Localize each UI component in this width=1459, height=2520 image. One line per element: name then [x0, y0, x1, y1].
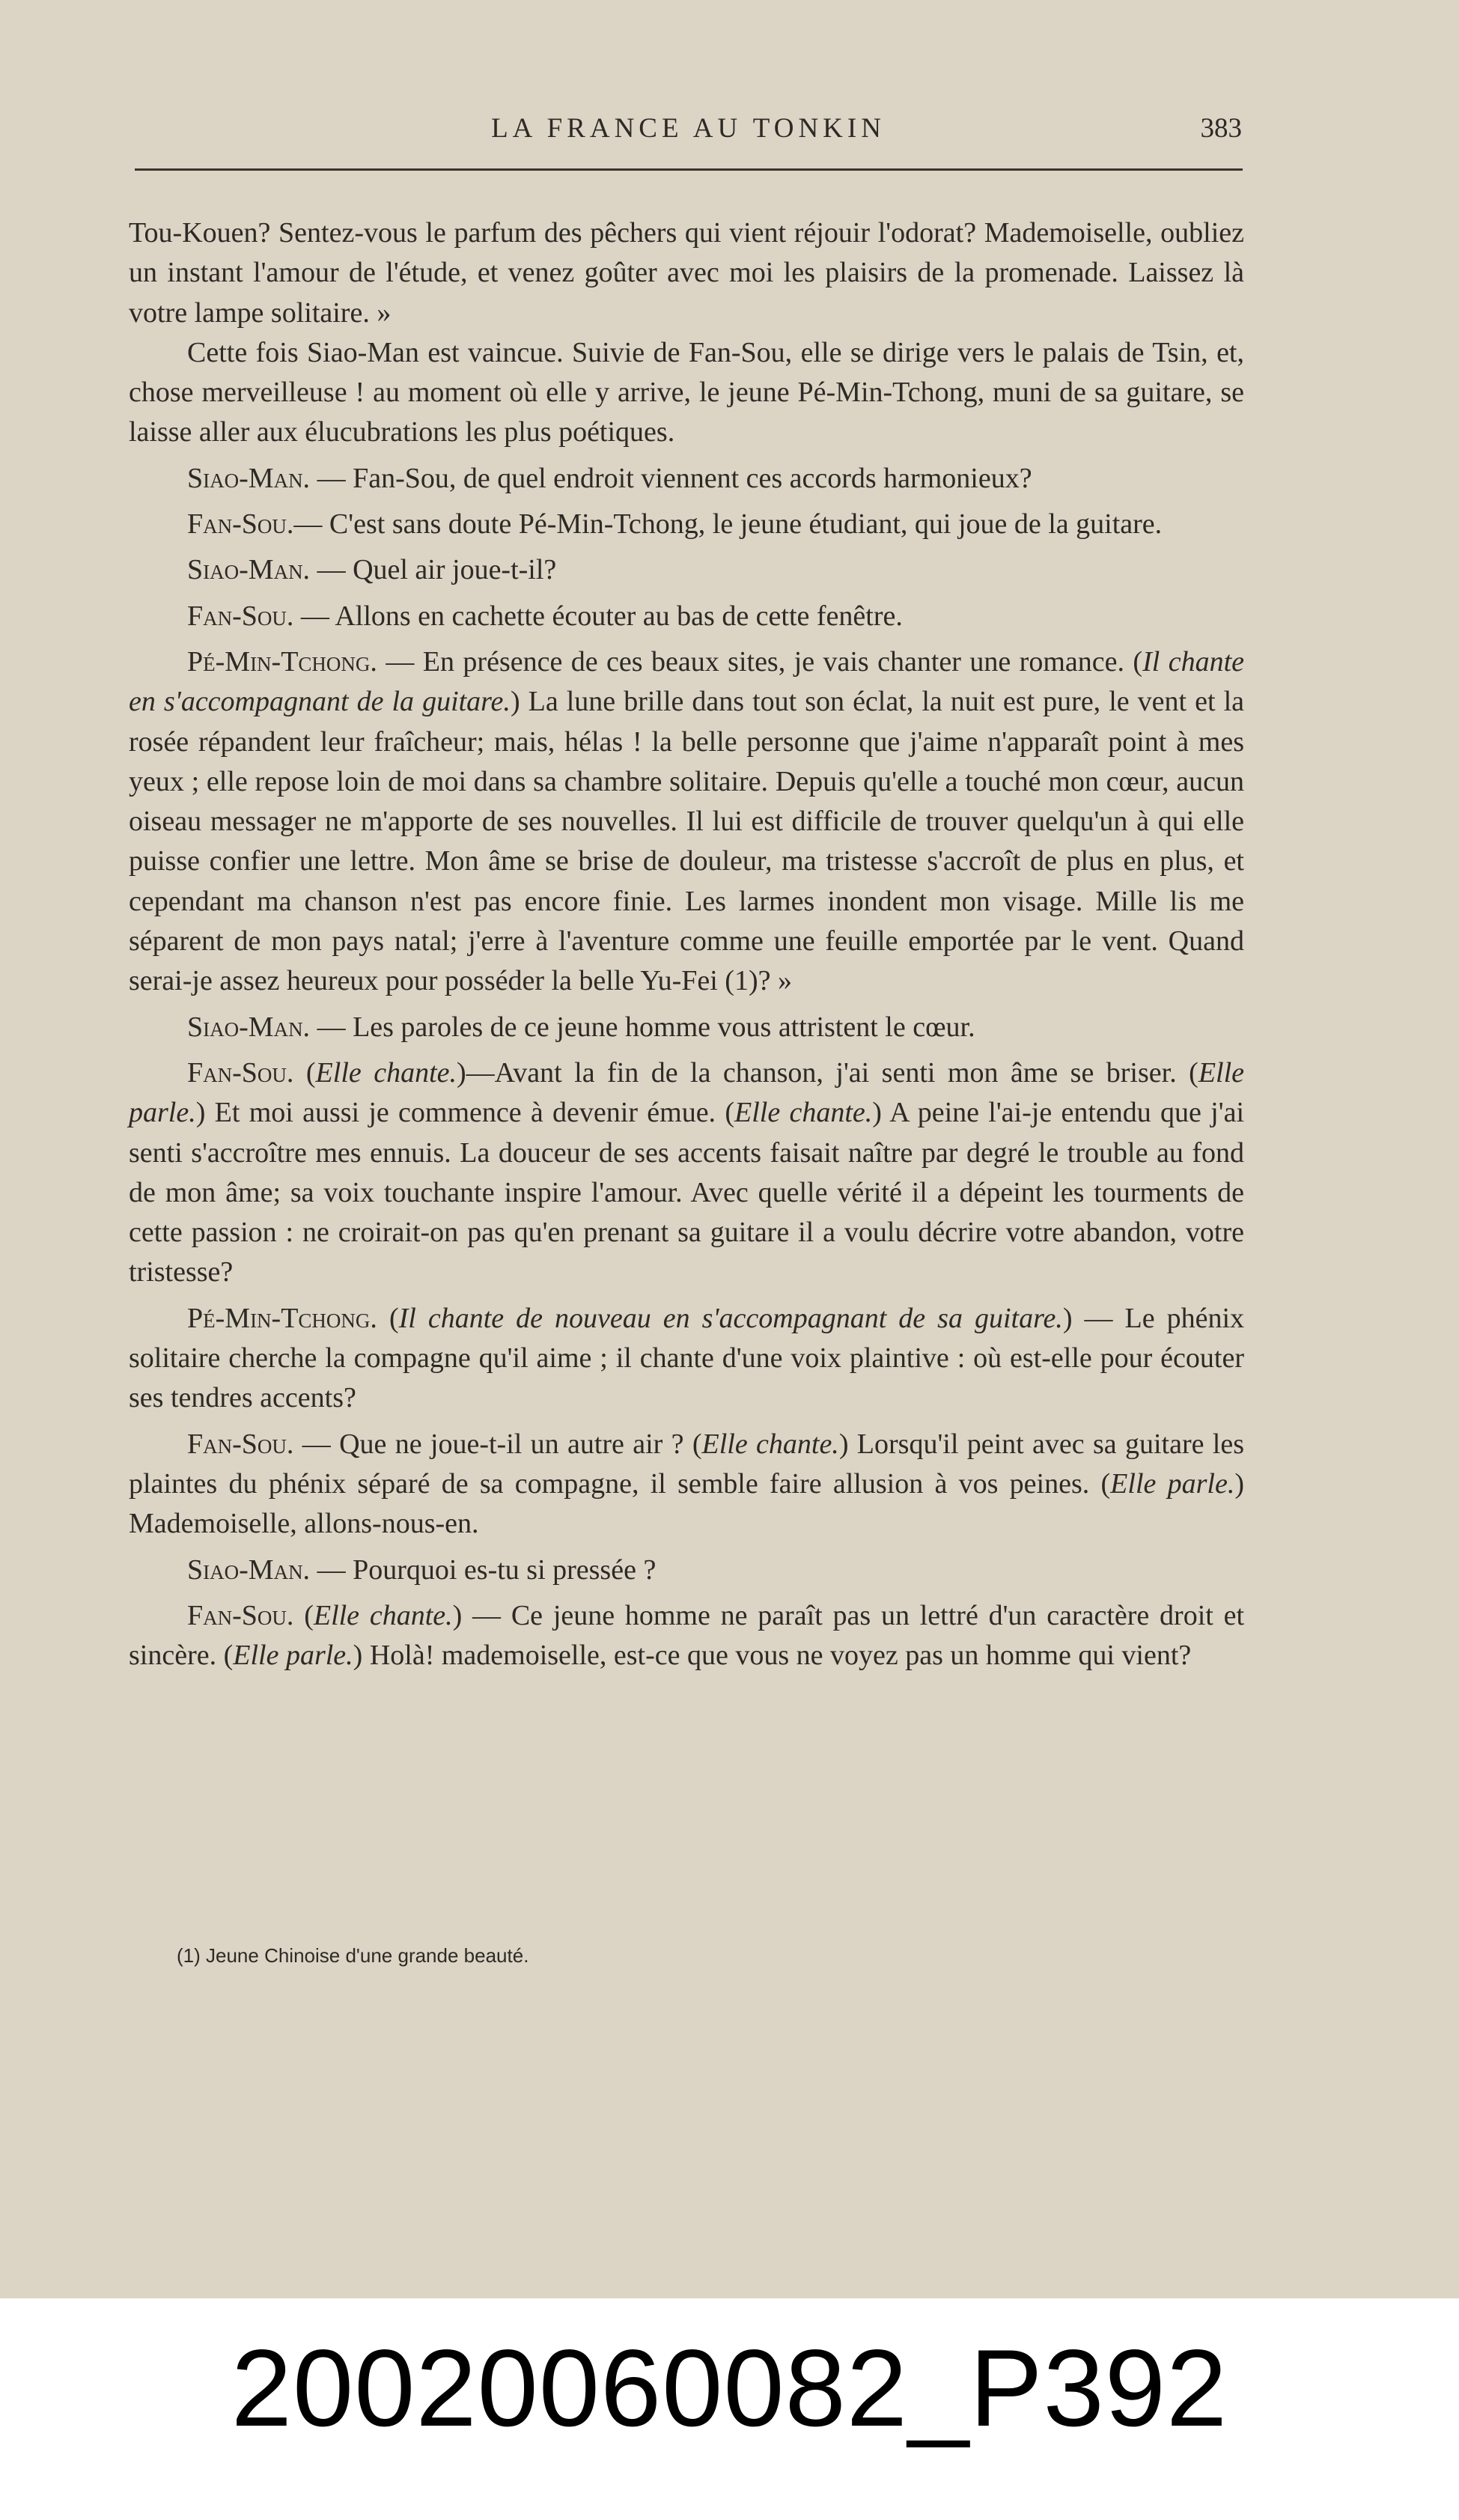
dialogue-line [129, 1596, 1244, 1676]
stage-direction: Elle chante. [734, 1097, 873, 1129]
dialogue-text: ( [377, 1302, 399, 1334]
page-header [135, 112, 1242, 157]
speaker-name: Siao-Man. [187, 462, 311, 494]
speaker-name: Fan-Sou. [187, 1056, 294, 1089]
speaker-name: Siao-Man. [187, 1011, 311, 1043]
stage-direction: Elle chante. [313, 1599, 453, 1631]
dialogue-line [129, 1008, 1244, 1047]
dialogue-text: — Que ne joue-t-il un autre air ? ( [293, 1428, 702, 1460]
dialogue-text: — Pourquoi es-tu si pressée ? [310, 1553, 657, 1586]
dialogue-text: ) — Le phénix solitaire cherche la compagne qu'il aime ; il chante d'une voix plaintive : où est-elle pour écouter ses tendres accents? [129, 1302, 1244, 1414]
speaker-name: Siao-Man. [187, 554, 311, 586]
dialogue-line [129, 1425, 1244, 1544]
dialogue-text: ) A peine l'ai-je entendu que j'ai senti s'accroître mes ennuis. La douceur de ses accents faisait naître par degré le trouble au fond de mon âme; sa voix touchante inspire l'amour. Avec quelle vérité il a dépeint les tourments de cette passion : ne croirait-on pas qu'en prenant sa guitare il a voulu décrire votre abandon, votre tristesse? [129, 1097, 1244, 1288]
stage-direction: Il chante de nouveau en s'accompagnant de sa guitare. [398, 1302, 1063, 1334]
dialogue-line [129, 1299, 1244, 1419]
dialogue-line [129, 642, 1244, 1002]
speaker-name: Siao-Man. [187, 1553, 311, 1586]
speaker-name: Pé-Min-Tchong. [187, 1302, 377, 1334]
paragraph: Cette fois Siao-Man est vaincue. Suivie de Fan-Sou, elle se dirige vers le palais de Tsin, et, chose merveilleuse ! au moment où elle y arrive, le jeune Pé-Min-Tchong, muni de sa guitare, se laisse aller aux élucubrations les plus poétiques. [129, 336, 1244, 448]
dialogue-text: — C'est sans doute Pé-Min-Tchong, le jeune étudiant, qui joue de la guitare. [293, 508, 1163, 541]
dialogue-text: ( [293, 1056, 316, 1089]
page-body [129, 213, 1244, 1676]
paragraph: Tou-Kouen? Sentez-vous le parfum des pêchers qui vient réjouir l'odorat? Mademoiselle, oubliez un instant l'amour de l'étude, et venez goûter avec moi les plaisirs de la promenade. Laissez là votre lampe solitaire. » [129, 217, 1244, 329]
stage-direction: Elle parle. [129, 1056, 1245, 1129]
speaker-name: Fan-Sou. [187, 508, 294, 541]
running-title: LA FRANCE AU TONKIN [491, 113, 886, 144]
speaker-name: Pé-Min-Tchong. [187, 645, 377, 678]
dialogue-text: ) Lorsqu'il peint avec sa guitare les plaintes du phénix séparé de sa compagne, il semble faire allusion à vos peines. ( [129, 1428, 1244, 1500]
dialogue-line [129, 597, 1244, 636]
dialogue-text: ) La lune brille dans tout son éclat, la nuit est pure, le vent et la rosée répandent leur fraîcheur; mais, hélas ! la belle personne que j'aime n'apparaît point à mes yeux ; elle repose loin de moi dans sa chambre solitaire. Depuis qu'elle a touché mon cœur, aucun oiseau messager ne m'apporte de ses nouvelles. Il lui est difficile de trouver quelqu'un à qui elle puisse confier une lettre. Mon âme se brise de douleur, ma tristesse s'accroît de plus en plus, et cependant ma chanson n'est pas encore finie. Les larmes inondent mon visage. Mille lis me séparent de mon pays natal; j'erre à l'aventure comme une feuille emportée par le vent. Quand serai-je assez heureux pour posséder la belle Yu-Fei (1)? » [129, 686, 1245, 997]
dialogue-line [129, 550, 1244, 590]
dialogue-text: — Quel air joue-t-il? [310, 554, 557, 586]
dialogue-text: ) — Ce jeune homme ne paraît pas un lettré d'un caractère droit et sincère. ( [129, 1599, 1245, 1672]
dialogue-line [129, 505, 1244, 544]
dialogue-text: ) Mademoiselle, allons-nous-en. [129, 1467, 1245, 1540]
image-id-caption: 20020060082_P392 [231, 2327, 1228, 2449]
dialogue-text: — En présence de ces beaux sites, je vais chanter une romance. ( [377, 645, 1143, 678]
stage-direction: Elle chante. [315, 1056, 457, 1089]
speaker-name: Fan-Sou. [187, 1428, 294, 1460]
speaker-name: Fan-Sou. [187, 600, 294, 632]
speaker-name: Fan-Sou. [187, 1599, 294, 1631]
stage-direction: Il chante en s'accompagnant de la guitare. [129, 645, 1244, 718]
stage-direction: Elle parle. [1110, 1467, 1235, 1500]
dialogue-text: — Allons en cachette écouter au bas de cette fenêtre. [293, 600, 903, 632]
dialogue-line [129, 459, 1244, 499]
dialogue-line [129, 1053, 1244, 1293]
page-number: 383 [1200, 113, 1242, 144]
header-rule [135, 168, 1243, 171]
dialogue-text: )—Avant la fin de la chanson, j'ai senti mon âme se briser. ( [457, 1056, 1198, 1089]
dialogue-text: ) Holà! mademoiselle, est-ce que vous ne voyez pas un homme qui vient? [353, 1640, 1192, 1672]
dialogue-line [129, 1550, 1244, 1590]
dialogue-text: — Fan-Sou, de quel endroit viennent ces accords harmonieux? [310, 462, 1032, 494]
stage-direction: Elle parle. [233, 1640, 353, 1672]
dialogue-text: ( [293, 1599, 314, 1631]
dialogue-text: — Les paroles de ce jeune homme vous attristent le cœur. [310, 1011, 975, 1043]
footnote: (1) Jeune Chinoise d'une grande beauté. [177, 1944, 529, 1967]
dialogue-text: ) Et moi aussi je commence à devenir émue. ( [195, 1097, 734, 1129]
stage-direction: Elle chante. [701, 1428, 839, 1460]
